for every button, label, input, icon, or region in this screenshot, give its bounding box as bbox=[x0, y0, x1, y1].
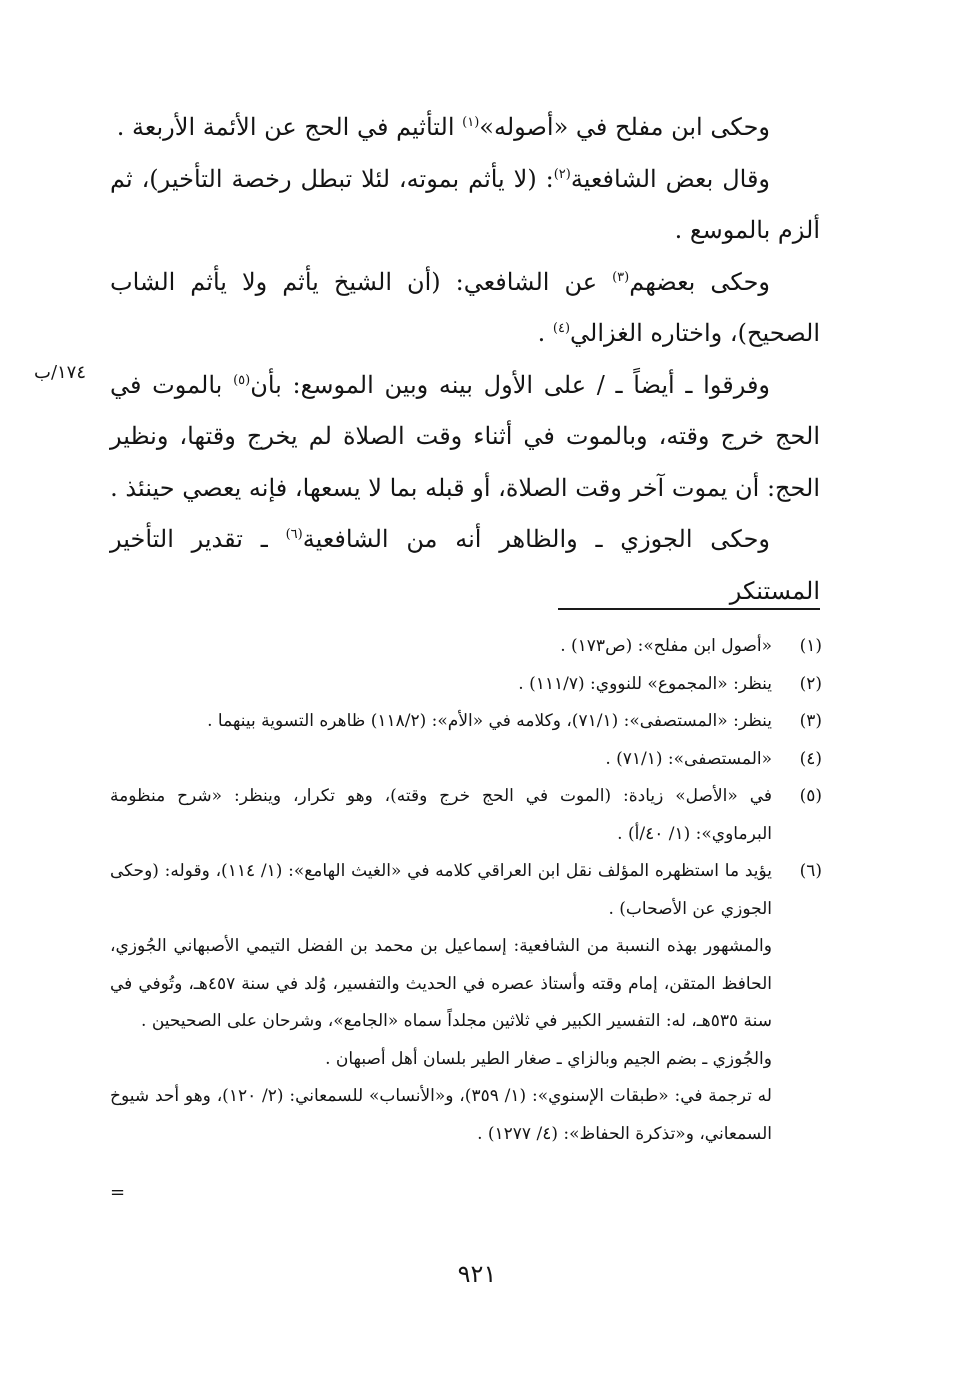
footnote-6-continuation: له ترجمة في: «طبقات الإسنوي»: (١/ ٣٥٩)، و«الأنساب» للسمعاني: (٢/ ١٢٠)، وهو أحد شيوخ السمعاني، و«تذكرة الحفاظ»: (٤/ ١٢٧٧) . bbox=[110, 1086, 772, 1144]
footnote-6-continuation: والجُوزي ـ بضم الجيم وبالزاي ـ صغار الطير بلسان أهل أصبهان . bbox=[325, 1048, 772, 1069]
footnote-number: (٣) bbox=[799, 711, 822, 731]
footnotes bbox=[110, 628, 822, 1153]
footnote-4 bbox=[110, 741, 822, 779]
footnote-5 bbox=[110, 778, 822, 853]
footnote-text: يؤيد ما استظهره المؤلف نقل ابن العراقي كلامه في «الغيث الهامع»: (١/ ١١٤)، وقوله: (وحكى الجوزي عن الأصحاب) . bbox=[110, 861, 772, 919]
paragraph-text: التأثيم في الحج عن الأئمة الأربعة . bbox=[116, 113, 463, 141]
footnote-3 bbox=[110, 703, 822, 741]
footnote-ref: (٢) bbox=[553, 166, 571, 182]
paragraph-3 bbox=[110, 257, 820, 360]
footnote-number: (٤) bbox=[799, 748, 822, 769]
paragraph-text: ـ تقدير التأخير المستنكر bbox=[110, 525, 820, 605]
footnote-text: ينظر: «المجموع» للنووي: (١١١/٧) . bbox=[518, 673, 772, 694]
paragraph-text: وحكى ابن مفلح في «أصوله» bbox=[479, 113, 770, 141]
footnote-text: في «الأصل» زيادة: (الموت في الحج خرج وقته)، وهو تكرار، وينظر: «شرح منظومة البرماوي»: (١/ ٤٠/أ) . bbox=[110, 786, 772, 844]
main-text bbox=[110, 102, 820, 617]
continuation-mark: = bbox=[110, 1182, 126, 1203]
footnote-separator bbox=[558, 608, 820, 610]
paragraph-text: وحكى بعضهم bbox=[629, 267, 771, 296]
paragraph-text: وحكى الجوزي ـ والظاهر أنه من الشافعية bbox=[302, 525, 770, 553]
footnote-text: «المستصفى»: (٧١/١) . bbox=[605, 748, 772, 769]
manuscript-folio-note: ١٧٤/ب bbox=[34, 362, 87, 383]
footnote-number: (٢) bbox=[799, 673, 822, 694]
paragraph-text: عن الشافعي: (أن الشيخ يأثم ولا يأثم الشاب الصحيح)، واختاره الغزالي bbox=[110, 267, 820, 347]
paragraph-1 bbox=[110, 102, 820, 154]
paragraph-2 bbox=[110, 154, 820, 257]
paragraph-5 bbox=[110, 514, 820, 617]
footnote-6 bbox=[110, 853, 822, 928]
footnote-text: ينظر: «المستصفى»: (٧١/١)، وكلامه في «الأم»: (١١٨/٢) ظاهره التسوية بينهما . bbox=[207, 711, 772, 731]
footnote-text: «أصول ابن مفلح»: (ص١٧٣) . bbox=[560, 636, 772, 656]
footnote-ref: (٤) bbox=[552, 321, 571, 336]
paragraph-text: بالموت في الحج خرج وقته، وبالموت في أثناء وقت الصلاة لم يخرج وقتها، ونظير الحج: أن يموت آخر وقت الصلاة، أو قبله بما لا يسعها، فإنه يعصي حينئذ . bbox=[110, 370, 821, 502]
footnote-ref: (١) bbox=[462, 115, 480, 130]
footnote-ref: (٥) bbox=[233, 372, 251, 388]
footnote-2 bbox=[110, 666, 822, 704]
footnote-ref: (٣) bbox=[612, 269, 630, 285]
page-number: ٩٢١ bbox=[457, 1260, 497, 1288]
footnote-ref: (٦) bbox=[285, 527, 303, 542]
paragraph-text: وفرقوا ـ أيضاً ـ / على الأول بينه وبين الموسع: بأن bbox=[250, 370, 771, 399]
paragraph-4 bbox=[110, 360, 820, 515]
paragraph-text: وقال بعض الشافعية bbox=[570, 164, 770, 193]
footnote-number: (٦) bbox=[799, 861, 822, 881]
footnote-1 bbox=[110, 628, 822, 666]
footnote-number: (٥) bbox=[799, 786, 822, 806]
paragraph-text: : (لا يأثم بموته، لئلا تبطل رخصة التأخير)، ثم ألزم بالموسع . bbox=[110, 164, 820, 244]
footnote-6-continuation: والمشهور بهذه النسبة من الشافعية: إسماعيل بن محمد بن الفضل التيمي الأصبهاني الجُوزي، الحافظ المتقن، إمام وقته وأستاذ عصره في الحديث والتفسير، وُلد في سنة ٤٥٧هـ، وتُوفي في سنة ٥٣٥هـ، له: التفسير الكبير في ثلاثين مجلداً سماه «الجامع»، وشرحان على الصحيحين . bbox=[110, 936, 772, 1031]
paragraph-text: . bbox=[537, 319, 553, 347]
footnote-number: (١) bbox=[799, 636, 822, 656]
